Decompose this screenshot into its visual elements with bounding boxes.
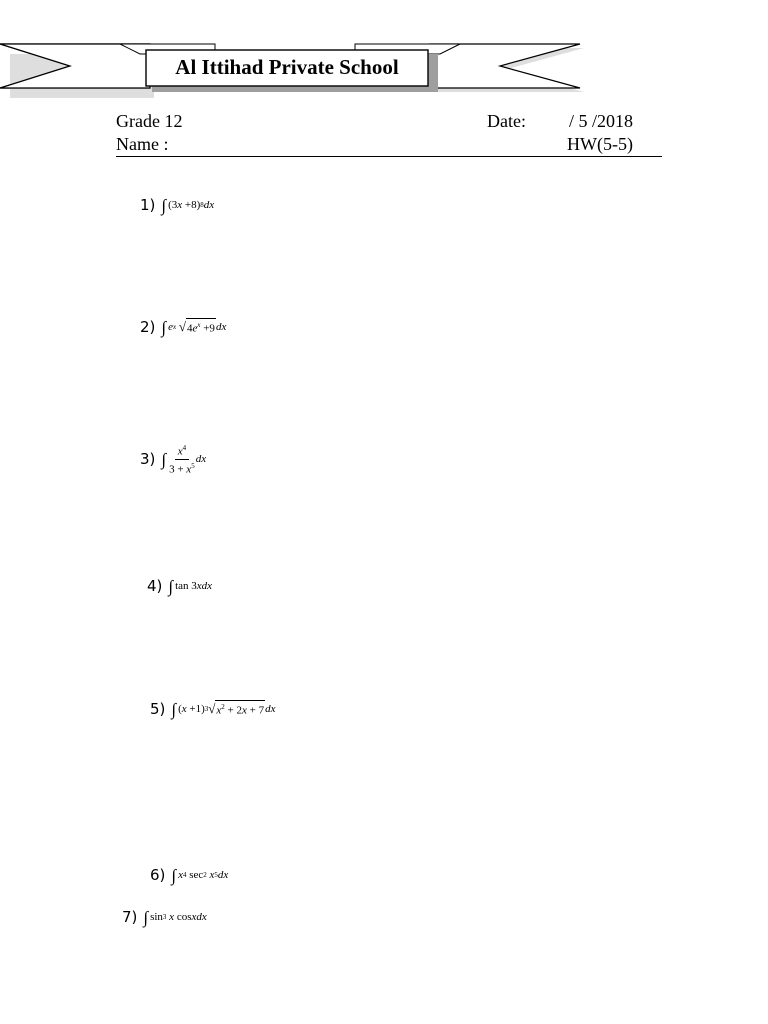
question-number: 4) — [147, 577, 163, 595]
question-expression: ∫ ( x +1) 3 √ $x^2 + 2x + 7$ dx — [171, 699, 276, 719]
question-3 — [140, 442, 206, 476]
question-number: 2) — [140, 318, 156, 336]
question-number: 6) — [150, 866, 166, 884]
question-expression: ∫ sin 3 x cos xdx — [143, 907, 207, 927]
grade-label: Grade 12 — [116, 111, 183, 131]
question-2 — [140, 318, 226, 336]
header-divider — [116, 156, 662, 157]
question-1 — [140, 196, 214, 214]
hw-label: HW(5-5) — [567, 134, 633, 154]
date-value: / 5 /2018 — [569, 111, 634, 131]
question-7 — [122, 908, 207, 926]
school-title: Al Ittihad Private School — [175, 54, 399, 79]
question-number: 3) — [140, 450, 156, 469]
question-6 — [150, 866, 228, 884]
name-label: Name : — [116, 134, 169, 154]
question-number: 5) — [150, 700, 166, 718]
question-number: 1) — [140, 196, 156, 214]
question-5 — [150, 700, 276, 718]
question-4 — [147, 577, 212, 595]
question-expression: ∫ (3 x +8) 8 dx — [161, 195, 215, 215]
date-label: Date: — [487, 111, 526, 131]
question-expression: ∫ $\frac{x^4}{3 + x^5}$ dx — [161, 444, 207, 476]
question-expression: ∫ e x √ $4e^x +9$ dx — [161, 317, 227, 337]
question-number: 7) — [122, 908, 138, 926]
question-expression: ∫ tan 3 xdx — [168, 576, 213, 596]
question-expression: ∫ x 4 sec 2 x 5 dx — [171, 865, 229, 885]
